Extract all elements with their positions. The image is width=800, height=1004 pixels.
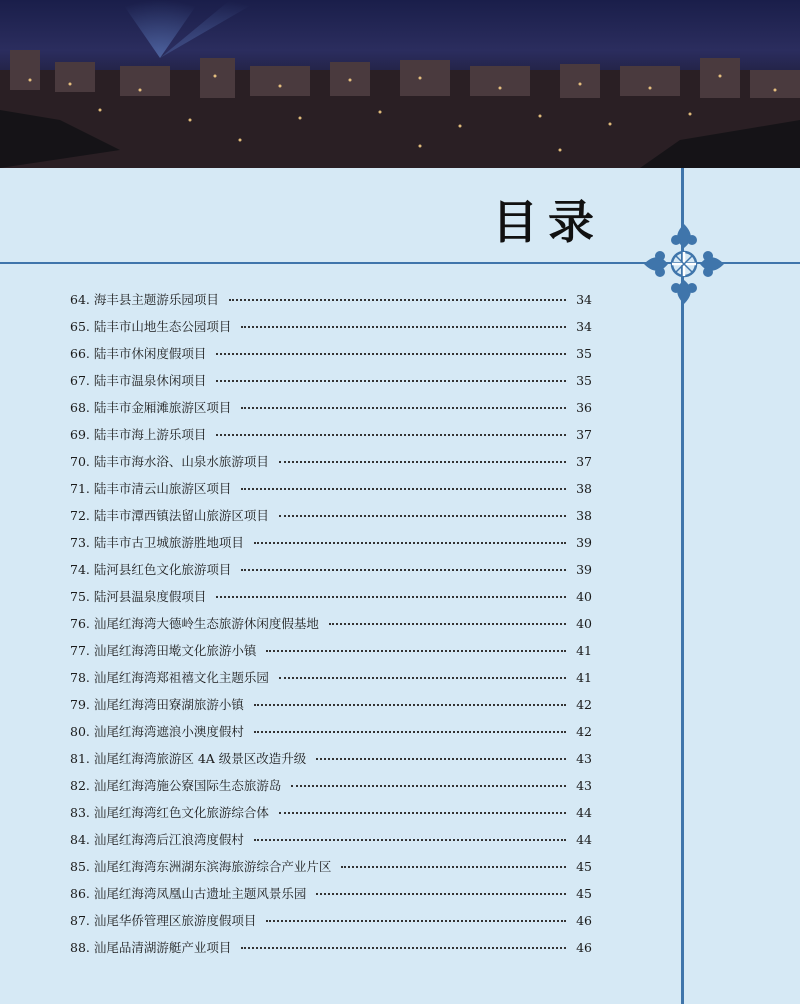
- toc-page-number: 39: [576, 562, 592, 577]
- table-of-contents: [70, 290, 592, 965]
- toc-entry-number: 82.: [70, 778, 90, 793]
- fleur-cross-ornament-icon: [640, 220, 728, 308]
- toc-entry-title: [70, 722, 250, 740]
- toc-entry-number: 81.: [70, 751, 90, 766]
- toc-page-number: 43: [576, 751, 592, 766]
- toc-entry-number: 66.: [70, 346, 90, 361]
- toc-page-number: 41: [576, 670, 592, 685]
- toc-leader-dots: [341, 866, 566, 868]
- toc-entry-title: [70, 290, 225, 308]
- toc-page-number: 40: [576, 616, 592, 631]
- toc-leader-dots: [254, 839, 566, 841]
- toc-entry-label: 汕尾华侨管理区旅游度假项目: [93, 913, 257, 928]
- toc-leader-dots: [216, 380, 566, 382]
- toc-entry[interactable]: [70, 317, 592, 344]
- toc-leader-dots: [279, 677, 566, 679]
- toc-leader-dots: [254, 542, 566, 544]
- toc-entry[interactable]: [70, 749, 592, 776]
- toc-entry-number: 84.: [70, 832, 90, 847]
- toc-leader-dots: [266, 920, 566, 922]
- toc-entry-label: 陆丰市山地生态公园项目: [93, 319, 232, 334]
- toc-entry-title: [70, 857, 337, 875]
- toc-leader-dots: [241, 947, 566, 949]
- toc-entry-title: [70, 884, 312, 902]
- toc-entry-number: 72.: [70, 508, 90, 523]
- toc-page-number: 35: [576, 346, 592, 361]
- toc-entry-title: [70, 614, 325, 632]
- toc-leader-dots: [241, 407, 566, 409]
- toc-page-number: 34: [576, 319, 592, 334]
- toc-leader-dots: [279, 461, 566, 463]
- toc-entry-title: [70, 479, 237, 497]
- toc-entry-number: 88.: [70, 940, 90, 955]
- toc-entry-number: 75.: [70, 589, 90, 604]
- toc-entry-title: [70, 344, 212, 362]
- toc-leader-dots: [329, 623, 566, 625]
- toc-entry[interactable]: [70, 560, 592, 587]
- toc-entry-label: 汕尾红海湾东洲湖东滨海旅游综合产业片区: [93, 859, 332, 874]
- toc-entry[interactable]: [70, 830, 592, 857]
- toc-entry-number: 70.: [70, 454, 90, 469]
- toc-entry-label: 汕尾红海湾凤凰山古遗址主题风景乐园: [93, 886, 307, 901]
- toc-leader-dots: [216, 353, 566, 355]
- toc-entry[interactable]: [70, 884, 592, 911]
- toc-entry-number: 83.: [70, 805, 90, 820]
- toc-entry-label: 汕尾红海湾旅游区 4A 级景区改造升级: [93, 751, 307, 766]
- toc-entry[interactable]: [70, 722, 592, 749]
- toc-leader-dots: [316, 758, 566, 760]
- toc-page-number: 38: [576, 481, 592, 496]
- toc-page-number: 44: [576, 805, 592, 820]
- toc-entry[interactable]: [70, 371, 592, 398]
- toc-entry-number: 69.: [70, 427, 90, 442]
- toc-leader-dots: [316, 893, 566, 895]
- toc-entry-number: 73.: [70, 535, 90, 550]
- toc-page-number: 37: [576, 427, 592, 442]
- toc-entry[interactable]: [70, 425, 592, 452]
- toc-entry-number: 78.: [70, 670, 90, 685]
- toc-leader-dots: [241, 488, 566, 490]
- toc-entry-number: 86.: [70, 886, 90, 901]
- toc-entry-label: 陆丰市温泉休闲项目: [93, 373, 207, 388]
- toc-leader-dots: [229, 299, 566, 301]
- toc-entry[interactable]: [70, 533, 592, 560]
- toc-entry-title: [70, 695, 250, 713]
- toc-entry-label: 汕尾红海湾田墘文化旅游小镇: [93, 643, 257, 658]
- toc-entry-number: 87.: [70, 913, 90, 928]
- toc-leader-dots: [279, 812, 566, 814]
- toc-page-number: 38: [576, 508, 592, 523]
- toc-entry-title: [70, 506, 275, 524]
- toc-entry-number: 67.: [70, 373, 90, 388]
- toc-page-number: 42: [576, 724, 592, 739]
- toc-entry[interactable]: [70, 641, 592, 668]
- toc-page-number: 46: [576, 940, 592, 955]
- toc-entry-number: 71.: [70, 481, 90, 496]
- toc-entry-label: 汕尾红海湾施公寮国际生态旅游岛: [93, 778, 282, 793]
- toc-entry[interactable]: [70, 803, 592, 830]
- toc-entry-title: [70, 452, 275, 470]
- toc-entry-label: 汕尾红海湾红色文化旅游综合体: [93, 805, 269, 820]
- toc-entry-number: 77.: [70, 643, 90, 658]
- toc-entry[interactable]: [70, 614, 592, 641]
- toc-entry[interactable]: [70, 479, 592, 506]
- toc-page-number: 44: [576, 832, 592, 847]
- toc-leader-dots: [241, 569, 566, 571]
- toc-entry-label: 汕尾红海湾后江浪湾度假村: [93, 832, 244, 847]
- toc-entry-number: 85.: [70, 859, 90, 874]
- toc-entry-number: 74.: [70, 562, 90, 577]
- toc-entry-title: [70, 533, 250, 551]
- city-night-banner: [0, 0, 800, 168]
- toc-entry-number: 65.: [70, 319, 90, 334]
- toc-entry-title: [70, 398, 237, 416]
- toc-leader-dots: [254, 704, 566, 706]
- toc-entry-number: 79.: [70, 697, 90, 712]
- toc-entry-label: 陆丰市潭西镇法留山旅游区项目: [93, 508, 269, 523]
- toc-page-number: 34: [576, 292, 592, 307]
- toc-entry[interactable]: [70, 938, 592, 965]
- toc-entry[interactable]: [70, 452, 592, 479]
- toc-leader-dots: [254, 731, 566, 733]
- toc-entry-label: 汕尾红海湾郑祖禧文化主题乐园: [93, 670, 269, 685]
- toc-entry-label: 陆丰市海上游乐项目: [93, 427, 207, 442]
- toc-entry-title: [70, 776, 287, 794]
- toc-entry-label: 陆丰市清云山旅游区项目: [93, 481, 232, 496]
- toc-entry-label: 汕尾品清湖游艇产业项目: [93, 940, 232, 955]
- toc-leader-dots: [279, 515, 566, 517]
- toc-entry-label: 陆丰市古卫城旅游胜地项目: [93, 535, 244, 550]
- toc-entry-title: [70, 911, 262, 929]
- toc-entry-number: 80.: [70, 724, 90, 739]
- toc-leader-dots: [291, 785, 566, 787]
- toc-leader-dots: [241, 326, 566, 328]
- toc-page-number: 36: [576, 400, 592, 415]
- toc-entry-title: [70, 749, 312, 767]
- toc-entry-title: [70, 317, 237, 335]
- toc-entry[interactable]: [70, 668, 592, 695]
- toc-entry[interactable]: [70, 506, 592, 533]
- toc-entry-title: [70, 668, 275, 686]
- toc-entry-title: [70, 425, 212, 443]
- toc-entry[interactable]: [70, 344, 592, 371]
- toc-entry[interactable]: [70, 695, 592, 722]
- toc-entry-number: 64.: [70, 292, 90, 307]
- toc-entry-label: 陆丰市休闲度假项目: [93, 346, 207, 361]
- toc-entry[interactable]: [70, 857, 592, 884]
- toc-page-number: 39: [576, 535, 592, 550]
- toc-entry-title: [70, 830, 250, 848]
- toc-entry[interactable]: [70, 911, 592, 938]
- toc-entry-label: 陆丰市金厢滩旅游区项目: [93, 400, 232, 415]
- toc-entry-label: 海丰县主题游乐园项目: [93, 292, 219, 307]
- city-skyline-image: [0, 0, 800, 168]
- toc-entry-title: [70, 803, 275, 821]
- toc-page-number: 45: [576, 886, 592, 901]
- toc-page-number: 37: [576, 454, 592, 469]
- toc-entry-label: 陆河县红色文化旅游项目: [93, 562, 232, 577]
- toc-page-number: 42: [576, 697, 592, 712]
- toc-entry-label: 陆丰市海水浴、山泉水旅游项目: [93, 454, 269, 469]
- toc-entry-title: [70, 938, 237, 956]
- toc-page-number: 35: [576, 373, 592, 388]
- toc-entry-label: 汕尾红海湾大德岭生态旅游休闲度假基地: [93, 616, 319, 631]
- toc-entry[interactable]: [70, 290, 592, 317]
- toc-entry-number: 68.: [70, 400, 90, 415]
- toc-entry-title: [70, 371, 212, 389]
- toc-entry[interactable]: [70, 776, 592, 803]
- toc-page-number: 41: [576, 643, 592, 658]
- toc-entry-number: 76.: [70, 616, 90, 631]
- toc-page-number: 40: [576, 589, 592, 604]
- toc-page-number: 45: [576, 859, 592, 874]
- toc-leader-dots: [266, 650, 566, 652]
- toc-entry[interactable]: [70, 398, 592, 425]
- toc-entry-label: 汕尾红海湾遮浪小澳度假村: [93, 724, 244, 739]
- toc-entry-title: [70, 641, 262, 659]
- toc-entry-label: 陆河县温泉度假项目: [93, 589, 207, 604]
- page-title: 目录: [492, 195, 604, 249]
- toc-entry[interactable]: [70, 587, 592, 614]
- toc-entry-title: [70, 587, 212, 605]
- toc-page-number: 43: [576, 778, 592, 793]
- toc-entry-title: [70, 560, 237, 578]
- toc-page-number: 46: [576, 913, 592, 928]
- toc-entry-label: 汕尾红海湾田寮湖旅游小镇: [93, 697, 244, 712]
- toc-leader-dots: [216, 596, 566, 598]
- toc-leader-dots: [216, 434, 566, 436]
